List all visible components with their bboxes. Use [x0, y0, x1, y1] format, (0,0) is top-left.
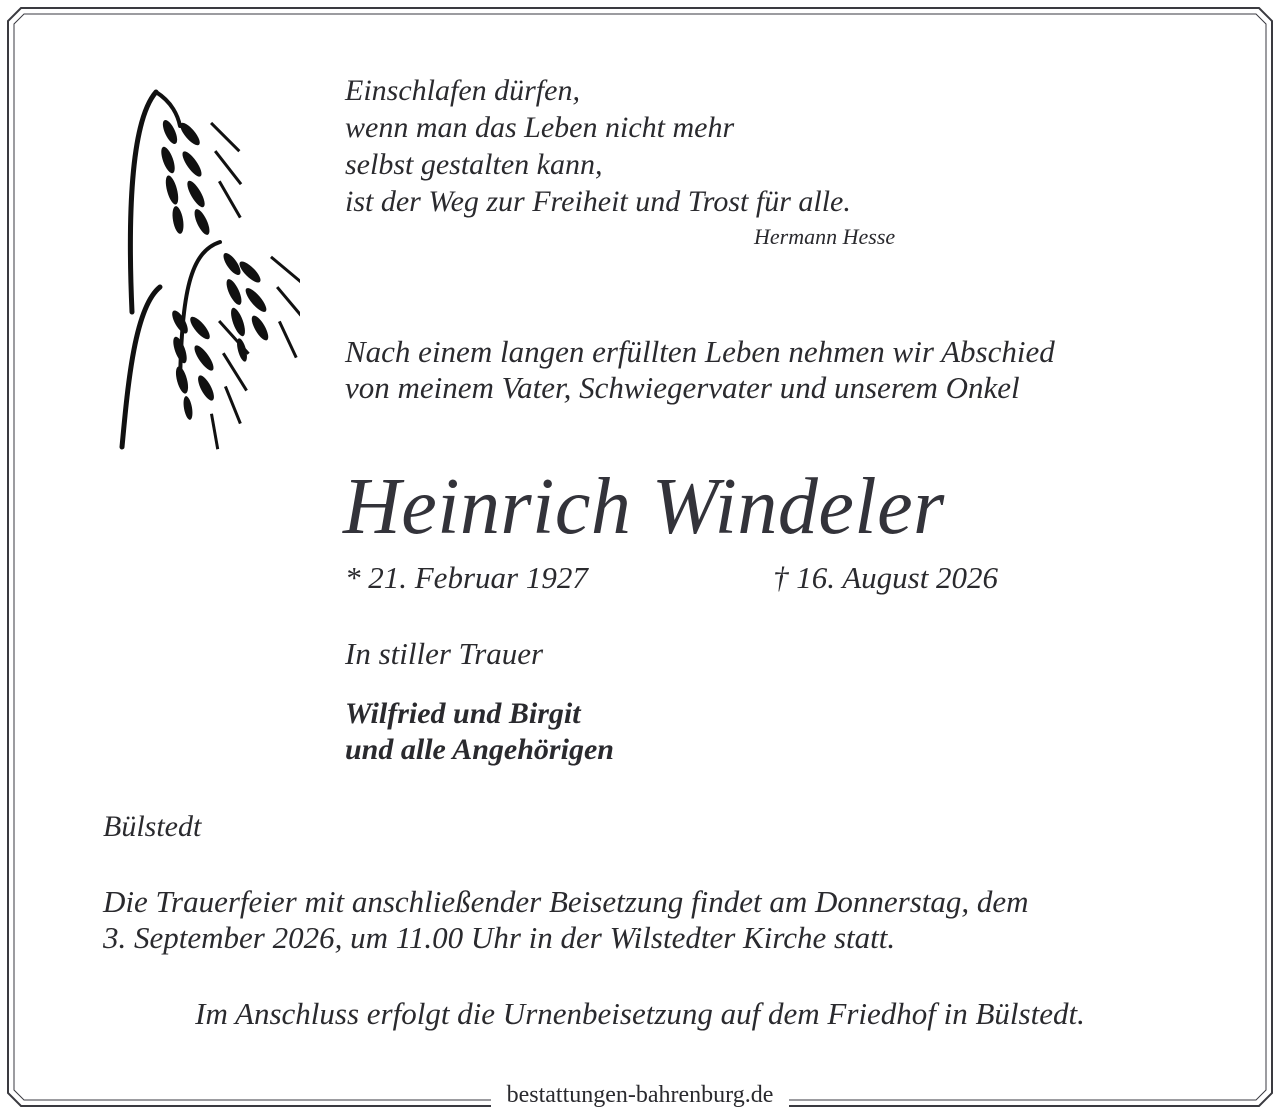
ceremony-line: 3. September 2026, um 11.00 Uhr in der Wilstedter Kirche statt. — [103, 920, 896, 955]
ceremony-line: Die Trauerfeier mit anschließender Beisetzung findet am Donnerstag, dem — [103, 884, 1029, 919]
poem-author: Hermann Hesse — [754, 224, 896, 249]
birth-date: * 21. Februar 1927 — [345, 560, 588, 595]
mourners-names — [345, 696, 614, 768]
poem — [345, 72, 851, 220]
wheat-ears-icon — [110, 82, 300, 462]
poem-line: selbst gestalten kann, — [345, 148, 603, 181]
burial-text: Im Anschluss erfolgt die Urnenbeisetzung auf dem Friedhof in Bülstedt. — [195, 996, 1085, 1031]
intro-line: Nach einem langen erfüllten Leben nehmen wir Abschied — [345, 334, 1055, 369]
poem-line: wenn man das Leben nicht mehr — [345, 111, 735, 144]
footer — [0, 1082, 1280, 1109]
website-label: bestattungen-bahrenburg.de — [491, 1082, 790, 1108]
poem-line: Einschlafen dürfen, — [345, 74, 580, 107]
death-date: † 16. August 2026 — [773, 560, 999, 595]
mourning-heading: In stiller Trauer — [345, 636, 544, 671]
mourner-line: Wilfried und Birgit — [345, 697, 581, 730]
poem-line: ist der Weg zur Freiheit und Trost für alle. — [345, 185, 851, 218]
ceremony-text — [103, 884, 1029, 956]
intro-line: von meinem Vater, Schwiegervater und unserem Onkel — [345, 370, 1020, 405]
deceased-name: Heinrich Windeler — [343, 463, 945, 551]
place-name: Bülstedt — [103, 810, 202, 843]
intro-text — [345, 334, 1055, 406]
mourner-line: und alle Angehörigen — [345, 733, 614, 766]
